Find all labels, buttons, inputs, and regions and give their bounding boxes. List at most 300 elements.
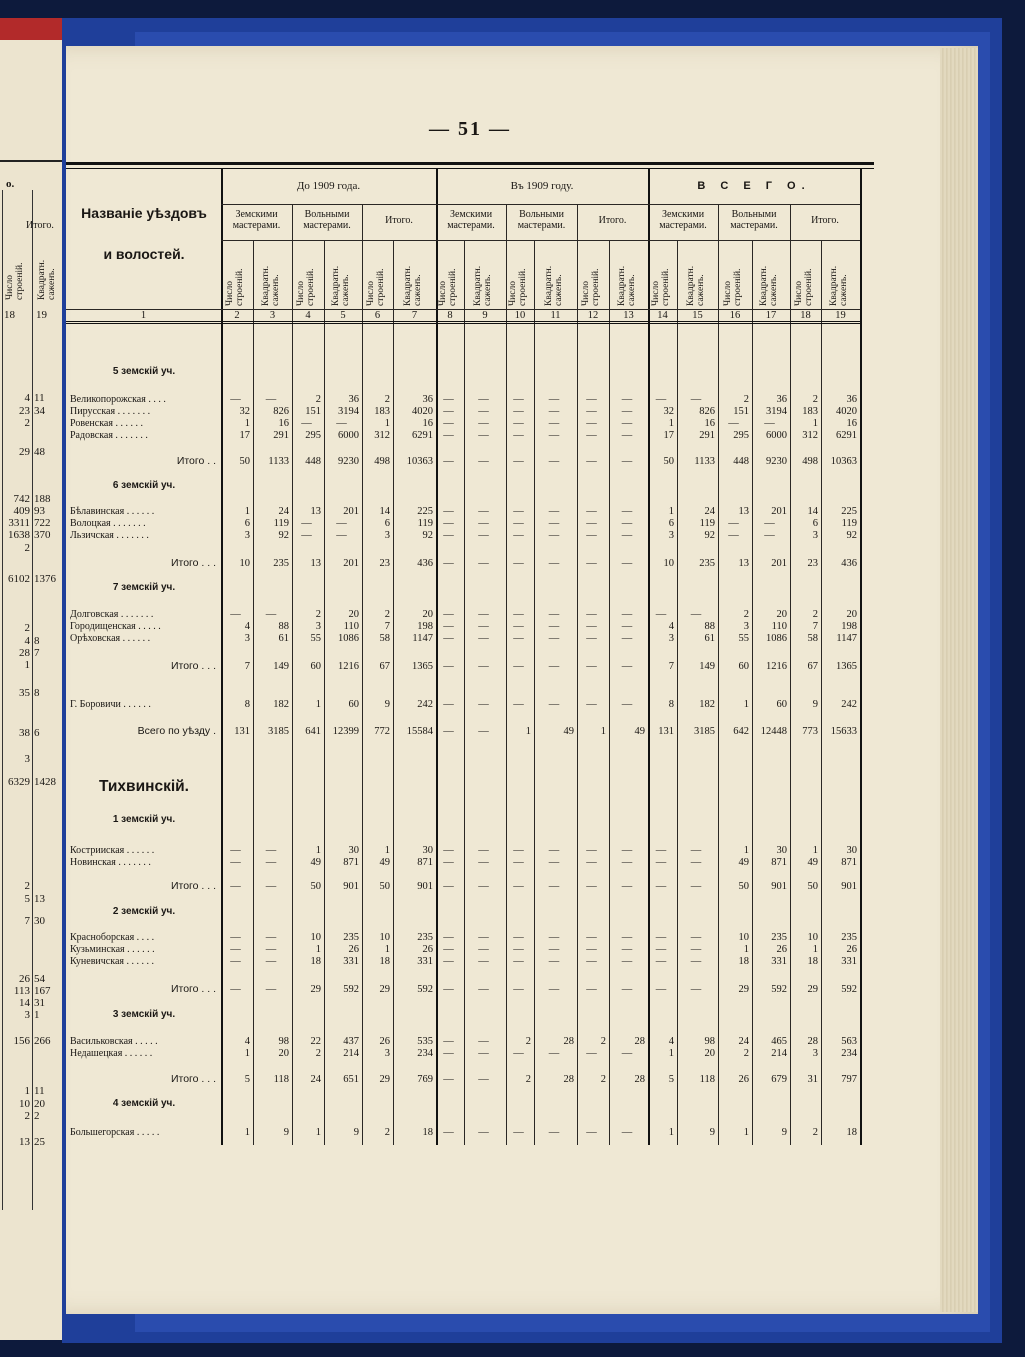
- volost-name: Недашецкая . . . . . .: [70, 1048, 153, 1059]
- subgroup-header: Вольными мастерами.: [303, 209, 351, 231]
- table-cell: —: [336, 418, 347, 429]
- table-cell: 22: [310, 1036, 321, 1047]
- table-cell: 295: [733, 430, 749, 441]
- left-page-cell: 2: [34, 1111, 40, 1122]
- table-cell: —: [513, 633, 524, 644]
- table-cell: —: [621, 609, 633, 620]
- table-cell: —: [548, 699, 560, 710]
- table-cell: —: [513, 530, 524, 541]
- table-cell: —: [478, 726, 489, 737]
- column-number: 19: [835, 310, 846, 321]
- table-cell: 1: [525, 726, 531, 737]
- column-number: 7: [411, 310, 418, 321]
- left-page-column-number: 18: [4, 309, 15, 321]
- table-cell: —: [621, 406, 633, 417]
- table-cell: —: [478, 506, 489, 517]
- table-cell: —: [621, 633, 633, 644]
- table-cell: —: [478, 394, 489, 405]
- volost-name: Красноборская . . . .: [70, 932, 155, 943]
- table-cell: —: [265, 984, 277, 995]
- left-page-rule: [0, 160, 62, 162]
- table-cell: 1: [315, 845, 321, 856]
- table-cell: 3: [668, 633, 674, 644]
- total-row-label: Всего по уѣзду .: [137, 725, 216, 737]
- table-column-line: [534, 240, 535, 1145]
- table-cell: —: [513, 881, 524, 892]
- table-cell: 4: [668, 1036, 674, 1047]
- left-page-fragment: [0, 40, 62, 1340]
- table-cell: 2: [525, 1036, 531, 1047]
- table-cell: —: [230, 609, 241, 620]
- table-cell: —: [513, 699, 524, 710]
- table-cell: —: [513, 857, 524, 868]
- table-cell: 3194: [766, 406, 787, 417]
- table-cell: 10: [379, 932, 390, 943]
- left-page-cell: 1: [24, 1085, 30, 1097]
- table-cell: —: [586, 530, 597, 541]
- table-cell: —: [621, 956, 633, 967]
- table-cell: 235: [699, 558, 715, 569]
- table-cell: 3: [384, 1048, 390, 1059]
- table-cell: 18: [807, 956, 818, 967]
- table-cell: 26: [846, 944, 857, 955]
- table-cell: 23: [807, 558, 818, 569]
- page-number: — 51 —: [429, 118, 511, 140]
- table-cell: 1: [315, 699, 321, 710]
- table-column-line: [506, 204, 507, 1145]
- table-cell: 58: [379, 633, 390, 644]
- column-number: 3: [269, 310, 276, 321]
- table-cell: 20: [846, 609, 857, 620]
- column-number: 14: [657, 310, 668, 321]
- table-cell: —: [443, 1074, 454, 1085]
- table-cell: —: [443, 633, 454, 644]
- table-cell: 592: [841, 984, 857, 995]
- section-heading: 2 земскій уч.: [112, 906, 176, 917]
- table-cell: —: [443, 845, 454, 856]
- table-cell: 67: [379, 661, 390, 672]
- table-cell: 18: [422, 1127, 433, 1138]
- table-cell: 4: [244, 1036, 250, 1047]
- table-cell: 6: [668, 518, 674, 529]
- table-cell: —: [586, 881, 597, 892]
- table-cell: 2: [743, 609, 749, 620]
- table-cell: 16: [278, 418, 289, 429]
- table-cell: 16: [704, 418, 715, 429]
- table-cell: —: [230, 944, 241, 955]
- table-cell: 7: [384, 621, 390, 632]
- table-cell: 2: [743, 394, 749, 405]
- table-cell: —: [764, 518, 775, 529]
- table-cell: 448: [733, 456, 749, 467]
- table-cell: 28: [563, 1074, 574, 1085]
- table-cell: 242: [841, 699, 857, 710]
- table-cell: —: [443, 430, 454, 441]
- table-cell: —: [443, 699, 454, 710]
- table-cell: 2: [812, 609, 818, 620]
- table-cell: 535: [417, 1036, 433, 1047]
- table-cell: —: [513, 558, 524, 569]
- table-cell: 30: [348, 845, 359, 856]
- column-label-vertical: Число строеній.: [438, 268, 458, 306]
- table-cell: —: [513, 984, 524, 995]
- table-column-line: [362, 204, 363, 1145]
- left-page-cell: 4: [24, 635, 30, 647]
- table-cell: 2: [384, 394, 390, 405]
- column-number: 2: [234, 310, 240, 321]
- table-cell: 67: [807, 661, 818, 672]
- table-cell: 26: [422, 944, 433, 955]
- table-cell: 331: [841, 956, 857, 967]
- table-cell: —: [690, 857, 702, 868]
- left-page-cell: 1376: [34, 574, 56, 585]
- table-cell: —: [443, 726, 454, 737]
- table-cell: —: [230, 984, 241, 995]
- table-cell: 235: [417, 932, 433, 943]
- table-cell: 88: [704, 621, 715, 632]
- column-label-vertical: Квадратн. саженъ.: [260, 265, 281, 306]
- total-row-label: Итого . . .: [170, 1073, 216, 1085]
- left-page-cell: 409: [13, 505, 30, 517]
- table-cell: —: [513, 394, 524, 405]
- table-cell: —: [586, 633, 597, 644]
- table-cell: 465: [771, 1036, 787, 1047]
- table-cell: 13: [310, 506, 321, 517]
- left-page-cell: 2: [24, 622, 30, 634]
- table-cell: —: [230, 394, 241, 405]
- table-cell: —: [548, 621, 560, 632]
- table-cell: 4020: [412, 406, 433, 417]
- left-page-cell: 156: [13, 1035, 30, 1047]
- table-cell: —: [265, 944, 277, 955]
- table-cell: 16: [422, 418, 433, 429]
- table-cell: —: [586, 845, 597, 856]
- table-cell: —: [230, 956, 241, 967]
- table-cell: 1: [315, 944, 321, 955]
- table-cell: 6: [812, 518, 818, 529]
- table-cell: 198: [841, 621, 857, 632]
- subgroup-header: Вольными мастерами.: [517, 209, 566, 231]
- column-number: 9: [482, 310, 488, 321]
- left-page-vline: [32, 190, 33, 1210]
- table-cell: 98: [278, 1036, 289, 1047]
- table-cell: —: [655, 845, 667, 856]
- table-cell: 225: [417, 506, 433, 517]
- volost-name: Кострииская . . . . . .: [70, 845, 155, 856]
- table-cell: 2: [525, 1074, 531, 1085]
- table-cell: 1216: [766, 661, 787, 672]
- table-cell: —: [478, 1127, 489, 1138]
- table-cell: —: [621, 984, 633, 995]
- table-cell: 1: [812, 418, 818, 429]
- left-page-cell: 3: [24, 753, 30, 765]
- table-cell: 1: [384, 944, 390, 955]
- table-cell: —: [655, 984, 667, 995]
- table-cell: 7: [668, 661, 674, 672]
- table-cell: 201: [771, 506, 787, 517]
- group-header-3: В С Е Г О.: [697, 180, 811, 192]
- table-cell: 592: [417, 984, 433, 995]
- table-cell: —: [478, 621, 489, 632]
- table-cell: —: [586, 558, 597, 569]
- left-page-column-number: 19: [36, 309, 47, 321]
- left-page-cell: 11: [34, 1086, 45, 1097]
- table-cell: —: [513, 418, 524, 429]
- table-cell: 9: [709, 1127, 715, 1138]
- table-cell: 15633: [830, 726, 857, 737]
- total-row-label: Итого . .: [176, 455, 216, 467]
- table-cell: 6000: [338, 430, 359, 441]
- left-page-cell: 266: [34, 1036, 51, 1047]
- name-column-header: Названіе уѣздовъ: [81, 205, 207, 221]
- table-cell: 131: [658, 726, 674, 737]
- table-cell: —: [230, 845, 241, 856]
- table-column-line: [609, 240, 610, 1145]
- table-cell: 24: [278, 506, 289, 517]
- table-cell: 1: [244, 1048, 250, 1059]
- volost-name: Волоцкая . . . . . . .: [70, 518, 146, 529]
- volost-name: Долговская . . . . . . .: [70, 609, 154, 620]
- volost-name: Бѣлавинская . . . . . .: [70, 506, 155, 517]
- left-page-cell: 742: [13, 493, 30, 505]
- volost-name: Ровенская . . . . . .: [70, 418, 143, 429]
- table-cell: —: [728, 530, 739, 541]
- column-label-vertical: Число строеній.: [581, 268, 601, 306]
- subgroup-header: Итого.: [598, 215, 627, 226]
- table-cell: 6000: [766, 430, 787, 441]
- table-cell: —: [728, 418, 739, 429]
- table-cell: —: [586, 661, 597, 672]
- table-cell: —: [265, 609, 277, 620]
- table-column-line: [253, 240, 254, 1145]
- table-cell: 1: [384, 845, 390, 856]
- table-cell: 10: [310, 932, 321, 943]
- table-cell: —: [478, 984, 489, 995]
- left-page-cell: 48: [34, 447, 45, 458]
- table-cell: 36: [846, 394, 857, 405]
- column-number: 1: [140, 310, 147, 321]
- table-cell: 1086: [766, 633, 787, 644]
- table-cell: 16: [846, 418, 857, 429]
- table-cell: —: [443, 506, 454, 517]
- table-cell: 797: [841, 1074, 857, 1085]
- table-cell: 198: [417, 621, 433, 632]
- table-cell: 26: [379, 1036, 390, 1047]
- table-cell: —: [443, 1036, 454, 1047]
- subgroup-header: Вольными мастерами.: [730, 209, 778, 231]
- table-cell: 1: [743, 699, 749, 710]
- table-cell: —: [621, 394, 633, 405]
- table-cell: 13: [310, 558, 321, 569]
- district-heading: Тихвинскій.: [99, 778, 189, 795]
- table-cell: 3194: [338, 406, 359, 417]
- table-cell: 436: [417, 558, 433, 569]
- table-cell: 9: [812, 699, 818, 710]
- table-cell: 331: [343, 956, 359, 967]
- table-cell: 769: [417, 1074, 433, 1085]
- table-cell: —: [513, 609, 524, 620]
- table-cell: 235: [343, 932, 359, 943]
- table-cell: —: [690, 984, 702, 995]
- table-cell: 20: [278, 1048, 289, 1059]
- left-page-cell: 3311: [8, 517, 30, 529]
- table-cell: 24: [738, 1036, 749, 1047]
- left-page-cell: 11: [34, 393, 45, 404]
- table-cell: —: [478, 932, 489, 943]
- table-cell: —: [764, 418, 775, 429]
- table-cell: —: [621, 558, 633, 569]
- table-cell: 2: [600, 1036, 606, 1047]
- left-page-cell: 2: [24, 1110, 30, 1122]
- table-cell: —: [478, 881, 489, 892]
- table-cell: —: [513, 845, 524, 856]
- table-cell: 61: [278, 633, 289, 644]
- table-cell: —: [513, 661, 524, 672]
- table-cell: 592: [343, 984, 359, 995]
- table-cell: 2: [812, 1127, 818, 1138]
- table-cell: 29: [310, 984, 321, 995]
- column-number: 5: [340, 310, 346, 321]
- table-cell: 110: [343, 621, 359, 632]
- table-cell: —: [443, 857, 454, 868]
- table-cell: —: [690, 845, 702, 856]
- table-cell: —: [336, 518, 347, 529]
- left-page-cell: 1428: [34, 777, 56, 788]
- table-column-line: [821, 240, 822, 1145]
- table-cell: 26: [738, 1074, 749, 1085]
- column-label-vertical: Число строеній.: [296, 268, 316, 306]
- table-cell: —: [443, 518, 454, 529]
- name-column-header-sub: и волостей.: [103, 246, 185, 262]
- table-cell: 3: [315, 621, 321, 632]
- subgroup-header: Итого.: [385, 215, 413, 226]
- left-page-cell: 31: [34, 998, 45, 1009]
- column-label-vertical: Число строеній.: [225, 268, 245, 306]
- section-heading: 4 земскій уч.: [112, 1098, 176, 1109]
- table-cell: 49: [634, 726, 645, 737]
- table-cell: 183: [374, 406, 390, 417]
- table-cell: 13: [738, 558, 749, 569]
- table-cell: —: [548, 456, 560, 467]
- table-cell: —: [443, 530, 454, 541]
- table-cell: 1: [668, 1048, 674, 1059]
- table-cell: —: [336, 530, 347, 541]
- left-page-cell: 6102: [8, 573, 30, 585]
- table-column-line: [393, 240, 394, 1145]
- table-cell: 20: [422, 609, 433, 620]
- table-cell: —: [548, 932, 560, 943]
- table-cell: 1: [812, 944, 818, 955]
- table-cell: 18: [738, 956, 749, 967]
- column-number: 10: [514, 310, 526, 321]
- table-cell: 32: [239, 406, 250, 417]
- table-cell: 3: [812, 530, 818, 541]
- table-cell: 1: [244, 506, 250, 517]
- table-cell: 437: [343, 1036, 359, 1047]
- table-cell: 642: [733, 726, 749, 737]
- table-cell: —: [690, 944, 702, 955]
- table-cell: —: [443, 881, 454, 892]
- table-cell: 3: [743, 621, 749, 632]
- left-page-cell: 14: [19, 997, 30, 1009]
- table-cell: 10: [738, 932, 749, 943]
- table-cell: 1: [812, 845, 818, 856]
- table-cell: 61: [704, 633, 715, 644]
- table-cell: —: [478, 530, 489, 541]
- table-cell: 448: [305, 456, 321, 467]
- table-cell: 4020: [836, 406, 857, 417]
- left-page-cell: 167: [34, 986, 51, 997]
- left-page-cell: 7: [34, 648, 40, 659]
- table-cell: —: [443, 394, 454, 405]
- table-cell: 1: [668, 506, 674, 517]
- subgroup-header: Земскими мастерами.: [232, 209, 281, 231]
- table-cell: —: [230, 932, 241, 943]
- table-cell: 871: [343, 857, 359, 868]
- table-cell: —: [443, 456, 454, 467]
- table-cell: —: [621, 845, 633, 856]
- table-cell: 1: [315, 1127, 321, 1138]
- table-cell: —: [443, 406, 454, 417]
- table-cell: 36: [776, 394, 787, 405]
- table-cell: 49: [379, 857, 390, 868]
- table-cell: 60: [776, 699, 787, 710]
- table-cell: —: [478, 633, 489, 644]
- table-cell: 50: [738, 881, 749, 892]
- table-cell: 119: [417, 518, 433, 529]
- table-cell: —: [513, 1127, 524, 1138]
- table-cell: 901: [841, 881, 857, 892]
- table-cell: 1: [668, 1127, 674, 1138]
- table-cell: 331: [417, 956, 433, 967]
- table-cell: 60: [348, 699, 359, 710]
- table-cell: —: [621, 518, 633, 529]
- table-cell: 32: [663, 406, 674, 417]
- column-number: 8: [447, 310, 453, 321]
- table-cell: 28: [563, 1036, 574, 1047]
- left-page-cell: 8: [34, 688, 40, 699]
- table-cell: —: [265, 932, 277, 943]
- table-cell: 1: [743, 845, 749, 856]
- table-cell: —: [586, 621, 597, 632]
- table-cell: —: [443, 932, 454, 943]
- table-cell: —: [548, 956, 560, 967]
- table-cell: 225: [841, 506, 857, 517]
- table-cell: 2: [384, 1127, 390, 1138]
- table-cell: 651: [343, 1074, 359, 1085]
- table-cell: 772: [374, 726, 390, 737]
- table-cell: 50: [379, 881, 390, 892]
- table-cell: 1: [743, 1127, 749, 1138]
- table-cell: —: [513, 506, 524, 517]
- volost-name: Орѣховская . . . . . .: [70, 633, 151, 644]
- table-cell: —: [265, 845, 277, 856]
- table-column-line: [292, 204, 293, 1145]
- table-cell: —: [478, 558, 489, 569]
- table-cell: —: [548, 518, 560, 529]
- left-page-cell: 113: [13, 985, 30, 997]
- left-page-cell: 5: [24, 893, 30, 905]
- table-cell: 563: [841, 1036, 857, 1047]
- column-label-vertical: Число строеній.: [723, 268, 743, 306]
- left-page-cell: 34: [34, 406, 45, 417]
- volost-name: Пирусская . . . . . . .: [70, 406, 151, 417]
- table-cell: 13: [738, 506, 749, 517]
- table-cell: 30: [422, 845, 433, 856]
- volost-name: Великопорожская . . . .: [70, 394, 166, 405]
- volost-name: Радовская . . . . . . .: [70, 430, 148, 441]
- table-cell: —: [621, 621, 633, 632]
